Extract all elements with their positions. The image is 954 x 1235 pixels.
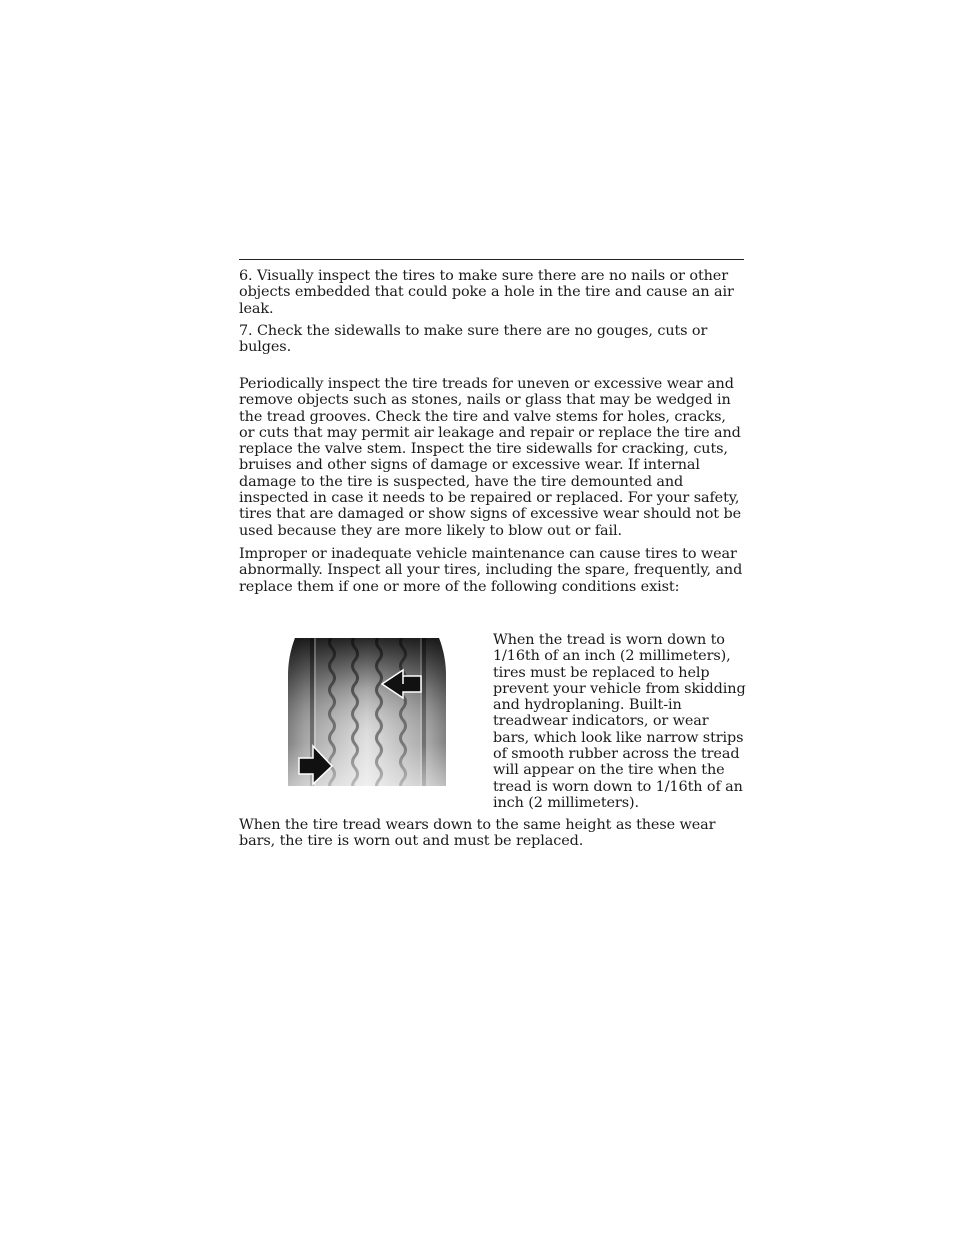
maintenance-paragraph: Improper or inadequate vehicle maintenance can cause tires to wear abnormally. Inspect all your tires, including the spare, frequently, and replace them if one or more of the following conditions exist: <box>239 546 743 595</box>
header-rule <box>239 259 744 260</box>
step-7-text: 7. Check the sidewalls to make sure there are no gouges, cuts or bulges. <box>239 323 708 356</box>
wear-bars-paragraph: When the tire tread wears down to the same height as these wear bars, the tire is worn out and must be replaced. <box>239 817 716 850</box>
tire-tread-illustration <box>285 636 449 788</box>
tread-inspection-paragraph: Periodically inspect the tire treads for uneven or excessive wear and remove objects such as stones, nails or glass that may be wedged in the tread grooves. Check the tire and valve stems for holes, cracks, or cuts that may permit air leakage and repair or replace the tire and replace the valve stem. Inspect the tire sidewalls for cracking, cuts, bruises and other signs of damage or excessive wear. If internal damage to the tire is suspected, have the tire demounted and inspected in case it needs to be repaired or replaced. For your safety, tires that are damaged or show signs of excessive wear should not be used because they are more likely to blow out or fail. <box>239 376 741 539</box>
tire-tread-icon <box>285 636 449 788</box>
tread-wear-indicator-text: When the tread is worn down to 1/16th of an inch (2 millimeters), tires must be replaced to help prevent your vehicle from skidding and hydroplaning. Built-in treadwear indicators, or wear bars, which look like narrow strips of smooth rubber across the tread will appear on the tire when the tread is worn down to 1/16th of an inch (2 millimeters). <box>493 632 746 811</box>
step-6-text: 6. Visually inspect the tires to make sure there are no nails or other objects embedded that could poke a hole in the tire and cause an air leak. <box>239 268 734 317</box>
